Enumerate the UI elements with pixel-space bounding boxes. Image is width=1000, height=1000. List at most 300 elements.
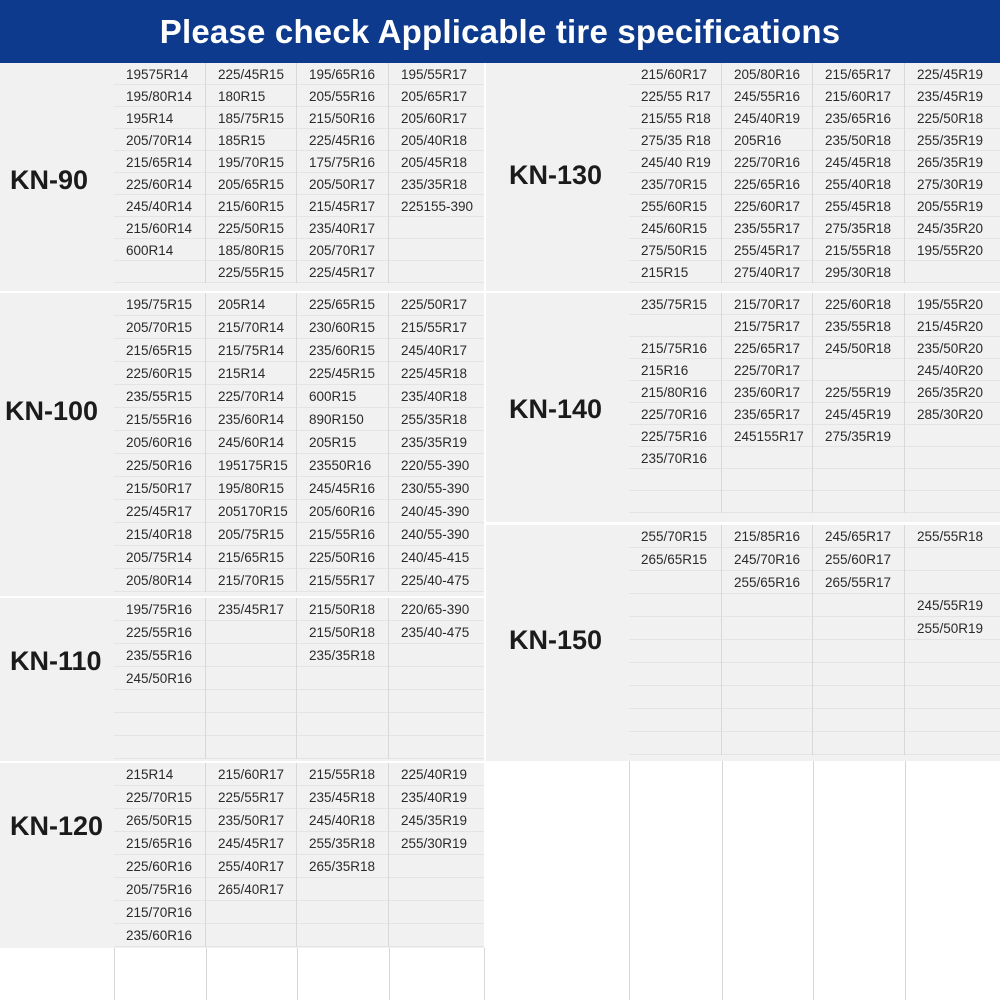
size-row <box>629 129 1000 151</box>
tire-size-cell <box>722 617 813 640</box>
tire-size-cell: 245/55R19 <box>917 598 984 613</box>
size-row <box>629 337 1000 359</box>
tire-size-cell: 230/55-390 <box>401 481 470 496</box>
tire-size-cell: 215/55R18 <box>813 239 905 261</box>
tire-size-cell <box>114 261 206 283</box>
tire-size-cell: 225/70R17 <box>722 359 813 381</box>
tire-size-cell: 215/55 R18 <box>629 107 722 129</box>
tire-size-cell <box>629 469 722 491</box>
tire-size-cell <box>114 736 206 759</box>
size-row <box>114 408 484 431</box>
tire-size-cell: 205/70R17 <box>297 239 389 261</box>
tire-size-cell: 195R14 <box>114 107 206 129</box>
tire-size-cell <box>389 667 484 690</box>
tire-size-cell: 225/45R15 <box>206 63 297 85</box>
tire-size-cell: 205/45R18 <box>401 154 468 170</box>
tire-size-cell <box>813 594 905 617</box>
size-row <box>114 195 484 217</box>
tire-size-cell: 265/65R15 <box>629 548 722 571</box>
tire-size-cell: 180R15 <box>206 85 297 107</box>
tire-size-cell: 205R15 <box>297 431 389 454</box>
size-row <box>114 316 484 339</box>
model-label: KN-140 <box>509 394 603 424</box>
tire-size-cell <box>206 736 297 759</box>
tire-size-cell <box>905 571 1000 594</box>
tire-size-cell <box>629 640 722 663</box>
tire-size-cell: 245/60R15 <box>629 217 722 239</box>
tire-size-cell: 195/80R14 <box>114 85 206 107</box>
tire-size-cell: 240/45-415 <box>401 550 470 565</box>
size-row <box>114 878 484 901</box>
tire-size-cell <box>297 901 389 924</box>
tire-size-cell <box>206 667 297 690</box>
tire-size-cell: 255/30R19 <box>401 836 468 851</box>
model-label: KN-90 <box>10 165 89 195</box>
grid-line <box>629 761 630 1000</box>
tire-size-cell: 225/45R17 <box>114 500 206 523</box>
tire-size-cell: 185R15 <box>206 129 297 151</box>
size-row <box>114 713 484 736</box>
size-row <box>629 239 1000 261</box>
tire-size-cell: 205/55R16 <box>297 85 389 107</box>
size-row <box>629 686 1000 709</box>
tire-size-cell: 235/55R16 <box>114 644 206 667</box>
tire-size-cell <box>389 239 484 261</box>
size-row <box>629 571 1000 594</box>
size-row <box>629 709 1000 732</box>
tire-size-cell: 245/35R20 <box>917 220 984 236</box>
tire-size-cell <box>905 709 1000 732</box>
size-row <box>114 385 484 408</box>
size-row <box>114 107 484 129</box>
tire-size-cell <box>389 690 484 713</box>
tire-size-cell: 235/35R19 <box>401 435 468 450</box>
tire-size-cell <box>629 571 722 594</box>
tire-size-cell: 205/65R15 <box>206 173 297 195</box>
tire-size-cell: 235/45R19 <box>917 88 984 104</box>
tire-size-cell: 235/55R18 <box>813 315 905 337</box>
tire-size-cell: 235/40-475 <box>401 625 470 640</box>
size-row <box>629 107 1000 129</box>
tire-size-cell: 240/45-390 <box>401 504 470 519</box>
tire-size-cell <box>629 709 722 732</box>
tire-size-cell <box>206 621 297 644</box>
size-row <box>114 63 484 85</box>
tire-size-cell: 240/55-390 <box>401 527 470 542</box>
model-label: KN-120 <box>10 811 104 841</box>
tire-size-cell <box>813 732 905 755</box>
tire-size-cell: 245/40R14 <box>114 195 206 217</box>
size-row <box>114 454 484 477</box>
size-row <box>114 523 484 546</box>
tire-size-cell: 220/55-390 <box>401 458 470 473</box>
tire-size-cell: 235/60R15 <box>297 339 389 362</box>
tire-size-cell: 245/45R19 <box>813 403 905 425</box>
grid-line <box>297 948 298 1000</box>
size-row <box>114 431 484 454</box>
tire-size-cell: 255/60R17 <box>813 548 905 571</box>
tire-size-cell: 235/60R14 <box>206 408 297 431</box>
tire-size-cell <box>722 709 813 732</box>
tire-size-cell <box>905 469 1000 491</box>
tire-size-cell: 205R14 <box>206 293 297 316</box>
tire-size-cell: 205/65R17 <box>401 88 468 104</box>
tire-size-cell: 205/75R14 <box>114 546 206 569</box>
tire-size-cell <box>206 713 297 736</box>
tire-size-cell: 225/50R17 <box>401 297 468 312</box>
tire-size-cell: 235/45R18 <box>297 786 389 809</box>
size-row <box>114 786 484 809</box>
size-grid <box>629 63 1000 283</box>
tire-size-cell: 235/40R17 <box>297 217 389 239</box>
tire-size-cell: 205/60R16 <box>297 500 389 523</box>
size-row <box>629 447 1000 469</box>
tire-size-cell: 600R15 <box>297 385 389 408</box>
tire-size-cell <box>905 732 1000 755</box>
tire-size-cell: 215/60R15 <box>206 195 297 217</box>
size-row <box>629 293 1000 315</box>
size-row <box>114 644 484 667</box>
tire-size-cell: 225/45R17 <box>297 261 389 283</box>
tire-size-cell: 295/30R18 <box>813 261 905 283</box>
tire-size-cell: 235/35R18 <box>297 644 389 667</box>
tire-size-cell: 225/70R14 <box>206 385 297 408</box>
tire-size-cell <box>722 663 813 686</box>
tire-size-cell: 225/75R16 <box>629 425 722 447</box>
size-row <box>629 173 1000 195</box>
tire-size-cell: 215/60R17 <box>629 63 722 85</box>
tire-size-cell: 285/30R20 <box>917 406 984 422</box>
tire-size-cell: 225/55 R17 <box>629 85 722 107</box>
size-row <box>629 640 1000 663</box>
tire-size-cell <box>114 690 206 713</box>
tire-size-cell: 215/65R15 <box>206 546 297 569</box>
tire-size-cell: 205/70R15 <box>114 316 206 339</box>
tire-size-cell <box>297 878 389 901</box>
tire-size-cell: 235/35R18 <box>401 176 468 192</box>
model-label: KN-150 <box>509 625 603 655</box>
tire-size-cell <box>389 713 484 736</box>
tire-size-cell: 235/50R20 <box>917 340 984 356</box>
tire-size-cell: 195/55R17 <box>401 66 468 82</box>
size-row <box>114 690 484 713</box>
tire-size-cell: 275/50R15 <box>629 239 722 261</box>
tire-size-cell: 215/75R17 <box>722 315 813 337</box>
tire-size-cell: 215/60R14 <box>114 217 206 239</box>
size-row <box>114 832 484 855</box>
size-row <box>629 469 1000 491</box>
tire-size-cell: 205/50R17 <box>297 173 389 195</box>
size-row <box>629 315 1000 337</box>
size-row <box>629 217 1000 239</box>
model-section-kn100 <box>0 293 484 596</box>
size-row <box>629 63 1000 85</box>
tire-size-cell: 215/70R14 <box>206 316 297 339</box>
page-header <box>0 0 1000 63</box>
tire-size-cell: 195175R15 <box>206 454 297 477</box>
tire-size-cell <box>389 878 484 901</box>
tire-size-cell: 235/40R19 <box>401 790 468 805</box>
tire-size-cell: 275/35R18 <box>813 217 905 239</box>
tire-size-cell: 215/45R17 <box>297 195 389 217</box>
tire-size-cell: 245/40R17 <box>401 343 468 358</box>
tire-size-cell <box>722 447 813 469</box>
tire-size-cell: 235/50R18 <box>813 129 905 151</box>
tire-size-cell: 245155R17 <box>722 425 813 447</box>
tire-size-cell <box>629 594 722 617</box>
tire-size-cell: 225/70R16 <box>722 151 813 173</box>
tire-size-cell: 255/45R17 <box>722 239 813 261</box>
tire-size-cell: 215R16 <box>629 359 722 381</box>
tire-size-cell: 275/40R17 <box>722 261 813 283</box>
tire-size-cell: 245/65R17 <box>813 525 905 548</box>
tire-size-cell <box>813 469 905 491</box>
tire-size-cell: 245/50R16 <box>114 667 206 690</box>
tire-size-cell <box>389 901 484 924</box>
tire-size-cell <box>905 686 1000 709</box>
size-row <box>114 173 484 195</box>
tire-size-cell <box>905 663 1000 686</box>
tire-size-cell: 235/70R15 <box>629 173 722 195</box>
tire-size-cell: 225/55R19 <box>813 381 905 403</box>
tire-size-cell: 235/60R16 <box>114 924 206 947</box>
size-row <box>114 809 484 832</box>
tire-size-cell: 225/50R16 <box>114 454 206 477</box>
tire-size-cell: 215/55R17 <box>401 320 468 335</box>
tire-size-cell: 195/75R15 <box>114 293 206 316</box>
tire-size-cell: 205/40R18 <box>401 132 468 148</box>
tire-size-cell: 225/40-475 <box>401 573 470 588</box>
tire-size-cell: 225/50R16 <box>297 546 389 569</box>
tire-size-cell <box>297 924 389 947</box>
tire-size-cell: 205/60R16 <box>114 431 206 454</box>
tire-size-cell <box>206 690 297 713</box>
grid-line <box>484 948 485 1000</box>
tire-size-cell: 255/40R17 <box>206 855 297 878</box>
tire-size-cell: 235/60R17 <box>722 381 813 403</box>
size-row <box>114 129 484 151</box>
tire-size-cell: 255/55R18 <box>917 529 984 544</box>
size-row <box>114 477 484 500</box>
size-grid <box>114 63 484 283</box>
tire-size-cell: 225/60R15 <box>114 362 206 385</box>
tire-size-cell: 225/60R16 <box>114 855 206 878</box>
tire-size-cell: 265/55R17 <box>813 571 905 594</box>
tire-size-cell: 215/45R20 <box>917 318 984 334</box>
grid-line <box>206 948 207 1000</box>
tire-size-cell <box>813 709 905 732</box>
tire-size-cell <box>813 359 905 381</box>
size-row <box>629 548 1000 571</box>
tire-size-cell <box>905 640 1000 663</box>
tire-size-cell: 215/40R18 <box>114 523 206 546</box>
tire-size-cell: 195/75R16 <box>114 598 206 621</box>
tire-size-cell: 215/55R18 <box>297 763 389 786</box>
size-row <box>114 736 484 759</box>
tire-size-cell: 215/65R15 <box>114 339 206 362</box>
tire-size-cell <box>297 736 389 759</box>
tire-size-cell <box>629 491 722 513</box>
tire-size-cell: 185/80R15 <box>206 239 297 261</box>
tire-size-cell: 205/80R14 <box>114 569 206 592</box>
tire-size-cell: 255/35R19 <box>917 132 984 148</box>
tire-size-cell <box>297 690 389 713</box>
tire-size-cell <box>389 924 484 947</box>
tire-size-cell: 245/70R16 <box>722 548 813 571</box>
size-row <box>114 924 484 947</box>
tire-size-cell <box>813 663 905 686</box>
tire-size-cell: 215/80R16 <box>629 381 722 403</box>
size-row <box>629 617 1000 640</box>
tire-size-cell: 265/40R17 <box>206 878 297 901</box>
tire-size-cell: 225/50R18 <box>917 110 984 126</box>
tire-size-cell: 235/75R15 <box>629 293 722 315</box>
tire-size-cell: 225/45R18 <box>401 366 468 381</box>
size-row <box>629 732 1000 755</box>
tire-size-cell: 215/75R16 <box>629 337 722 359</box>
size-row <box>629 195 1000 217</box>
tire-size-cell: 225/40R19 <box>401 767 468 782</box>
tire-size-cell: 600R14 <box>114 239 206 261</box>
tire-size-cell: 205/75R16 <box>114 878 206 901</box>
tire-size-cell: 205/75R15 <box>206 523 297 546</box>
model-label: KN-110 <box>10 646 102 676</box>
tire-size-cell: 215/50R17 <box>114 477 206 500</box>
tire-size-cell <box>629 686 722 709</box>
size-row <box>114 151 484 173</box>
model-section-kn120 <box>0 763 484 948</box>
tire-size-cell: 275/30R19 <box>917 176 984 192</box>
grid-line <box>722 761 723 1000</box>
tire-size-cell: 245/45R16 <box>297 477 389 500</box>
tire-size-cell: 225/45R16 <box>297 129 389 151</box>
tire-size-cell: 23550R16 <box>297 454 389 477</box>
size-row <box>629 594 1000 617</box>
tire-size-cell <box>389 217 484 239</box>
tire-size-cell: 225/60R14 <box>114 173 206 195</box>
tire-size-cell: 225/70R15 <box>114 786 206 809</box>
tire-size-cell <box>722 469 813 491</box>
tire-size-cell: 245/55R16 <box>722 85 813 107</box>
tire-size-cell: 245/50R18 <box>813 337 905 359</box>
tire-size-cell: 195/55R20 <box>917 242 984 258</box>
tire-size-cell: 235/65R17 <box>722 403 813 425</box>
grid-line <box>905 761 906 1000</box>
tire-size-cell <box>206 901 297 924</box>
tire-size-cell: 255/40R18 <box>813 173 905 195</box>
tire-size-cell: 215/65R17 <box>813 63 905 85</box>
tire-size-cell: 255/35R18 <box>297 832 389 855</box>
size-row <box>629 151 1000 173</box>
tire-size-cell: 215/50R18 <box>297 598 389 621</box>
tire-size-cell: 225/50R15 <box>206 217 297 239</box>
tire-size-cell <box>389 261 484 283</box>
tire-size-cell: 275/35R19 <box>813 425 905 447</box>
tire-size-cell: 265/35R19 <box>917 154 984 170</box>
size-row <box>114 621 484 644</box>
tire-size-cell: 265/35R20 <box>917 384 984 400</box>
tire-size-cell <box>905 548 1000 571</box>
size-row <box>114 239 484 261</box>
tire-size-cell: 215/70R15 <box>206 569 297 592</box>
tire-size-cell <box>629 315 722 337</box>
tire-size-cell: 175/75R16 <box>297 151 389 173</box>
size-row <box>629 491 1000 513</box>
tire-size-cell: 195/55R20 <box>917 296 984 312</box>
tire-size-cell: 235/45R17 <box>206 598 297 621</box>
tire-size-cell: 235/55R15 <box>114 385 206 408</box>
tire-size-cell: 890R150 <box>297 408 389 431</box>
model-section-kn130 <box>486 63 1000 291</box>
size-row <box>629 403 1000 425</box>
tire-size-cell <box>722 594 813 617</box>
tire-size-cell <box>206 924 297 947</box>
tire-size-cell <box>389 736 484 759</box>
tire-size-cell: 245/35R19 <box>401 813 468 828</box>
size-row <box>114 85 484 107</box>
size-row <box>114 217 484 239</box>
tire-size-cell: 215/55R17 <box>297 569 389 592</box>
tire-size-cell: 245/40 R19 <box>629 151 722 173</box>
tire-size-cell <box>629 617 722 640</box>
tire-size-cell <box>297 667 389 690</box>
tire-size-cell: 215R14 <box>114 763 206 786</box>
size-row <box>629 425 1000 447</box>
size-row <box>114 855 484 878</box>
tire-size-cell <box>722 640 813 663</box>
tire-size-cell: 255/35R18 <box>401 412 468 427</box>
size-row <box>114 569 484 592</box>
tire-size-cell: 225/45R15 <box>297 362 389 385</box>
size-grid <box>114 598 484 759</box>
tire-size-cell: 215R14 <box>206 362 297 385</box>
tire-size-cell: 19575R14 <box>114 63 206 85</box>
tire-size-cell: 225/55R16 <box>114 621 206 644</box>
size-row <box>114 500 484 523</box>
tire-size-cell: 215/50R16 <box>297 107 389 129</box>
tire-size-cell: 215/55R16 <box>114 408 206 431</box>
size-row <box>114 763 484 786</box>
tire-size-cell <box>813 617 905 640</box>
tire-size-cell: 245/40R19 <box>722 107 813 129</box>
tire-size-cell: 265/35R18 <box>297 855 389 878</box>
tire-size-cell <box>722 491 813 513</box>
tire-size-cell: 225/55R15 <box>206 261 297 283</box>
tire-size-cell: 245/45R18 <box>813 151 905 173</box>
tire-size-cell <box>629 663 722 686</box>
tire-size-cell: 235/55R17 <box>722 217 813 239</box>
tire-size-cell: 225/60R17 <box>722 195 813 217</box>
size-row <box>114 901 484 924</box>
tire-size-cell: 225/65R16 <box>722 173 813 195</box>
tire-size-cell: 255/50R19 <box>917 621 984 636</box>
size-row <box>114 546 484 569</box>
grid-line <box>114 948 115 1000</box>
grid-line <box>813 761 814 1000</box>
tire-size-cell: 195/65R16 <box>297 63 389 85</box>
tire-size-cell: 205R16 <box>722 129 813 151</box>
tire-size-cell: 235/40R18 <box>401 389 468 404</box>
size-row <box>629 359 1000 381</box>
tire-size-cell: 225155-390 <box>401 198 474 214</box>
size-row <box>114 261 484 283</box>
tire-size-cell: 215/55R16 <box>297 523 389 546</box>
tire-size-cell <box>114 713 206 736</box>
tire-size-cell: 215/85R16 <box>722 525 813 548</box>
tire-size-cell: 235/65R16 <box>813 107 905 129</box>
tire-size-cell: 205/55R19 <box>917 198 984 214</box>
model-section-kn110 <box>0 598 484 761</box>
